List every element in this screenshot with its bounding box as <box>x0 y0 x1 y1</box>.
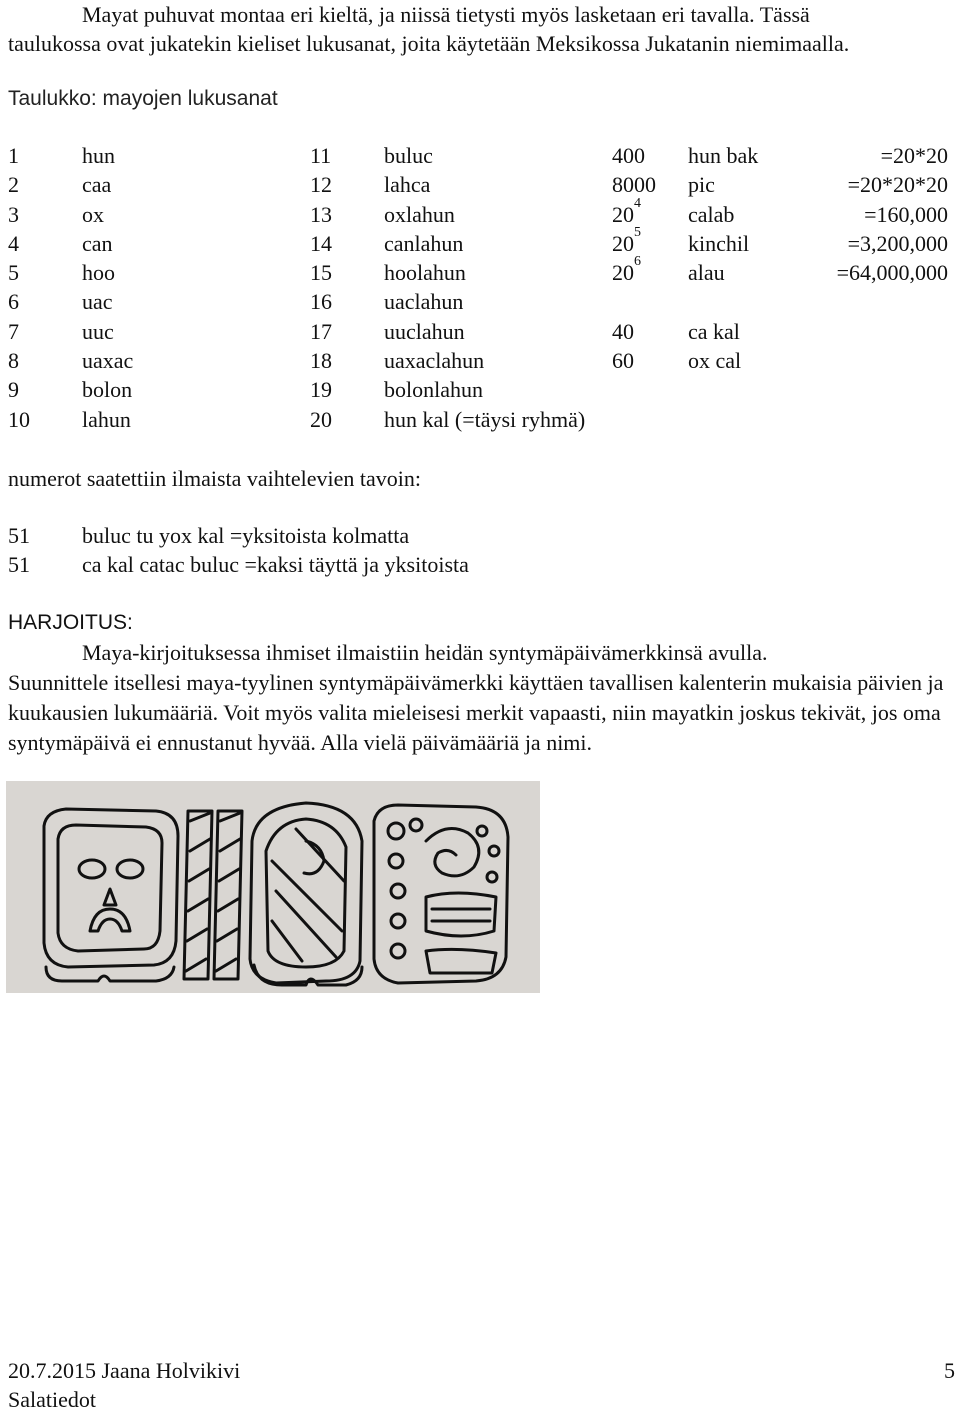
word-cell-text: uaxac <box>82 348 134 374</box>
number-cell <box>310 405 384 434</box>
number-cell <box>612 170 688 199</box>
word-cell <box>688 141 836 170</box>
number-cell <box>8 346 82 375</box>
equation-cell-text: =3,200,000 <box>847 230 948 256</box>
word-cell-text: uac <box>82 289 113 315</box>
equation-cell <box>836 405 948 434</box>
word-cell <box>82 287 310 316</box>
number-cell-text: 20 <box>612 230 634 256</box>
equation-cell <box>836 229 948 258</box>
intro-line-2: taulukossa ovat jukatekin kieliset lukusanat, joita käytetään Meksikossa Jukatanin niemimaalla. <box>8 31 850 56</box>
example-number: 51 <box>8 523 30 548</box>
footer-date-author: 20.7.2015 Jaana Holvikivi <box>8 1358 241 1383</box>
number-cell-text: 14 <box>310 230 332 256</box>
number-cell-text: 3 <box>8 201 19 227</box>
exponent: 4 <box>634 195 641 211</box>
maya-glyph-drawing <box>6 781 540 993</box>
word-cell <box>384 229 612 258</box>
number-cell-text: 17 <box>310 318 332 344</box>
number-cell-text: 2 <box>8 172 19 198</box>
word-cell <box>384 200 612 229</box>
word-cell-text: uaxaclahun <box>384 348 485 374</box>
exponent: 6 <box>634 254 641 270</box>
equation-cell <box>836 200 948 229</box>
number-cell-text: 8000 <box>612 172 656 198</box>
footer-subtitle: Salatiedot <box>8 1387 96 1412</box>
word-cell <box>688 229 836 258</box>
word-cell <box>688 375 836 404</box>
number-cell <box>8 317 82 346</box>
number-cell <box>612 195 688 229</box>
word-cell-text: can <box>82 230 113 256</box>
word-cell <box>688 317 836 346</box>
number-cell-text: 4 <box>8 230 19 256</box>
word-cell-text: canlahun <box>384 230 464 256</box>
word-cell-text: uaclahun <box>384 289 464 315</box>
word-cell-text: lahun <box>82 406 131 432</box>
number-cell <box>612 287 688 316</box>
word-cell <box>82 170 310 199</box>
word-cell <box>688 405 836 434</box>
table-title: Taulukko: mayojen lukusanat <box>8 87 278 110</box>
word-cell <box>82 200 310 229</box>
word-cell-text: calab <box>688 201 735 227</box>
maya-glyph-illustration <box>6 781 540 993</box>
word-cell-text: bolonlahun <box>384 377 483 403</box>
number-cell <box>8 405 82 434</box>
number-cell <box>310 170 384 199</box>
number-cell-text: 20 <box>310 406 332 432</box>
number-cell-text: 12 <box>310 172 332 198</box>
word-cell-text: ox <box>82 201 104 227</box>
word-cell-text: hoolahun <box>384 260 466 286</box>
table-row <box>8 258 948 287</box>
number-cell <box>612 317 688 346</box>
equation-cell-text: =20*20*20 <box>847 172 948 198</box>
note-text: numerot saatettiin ilmaista vaihtelevien tavoin: <box>8 466 421 491</box>
number-cell-text: 40 <box>612 318 634 344</box>
equation-cell <box>836 258 948 287</box>
table-row <box>8 200 948 229</box>
exponent: 5 <box>634 224 641 240</box>
table-row <box>8 287 948 316</box>
word-cell <box>82 375 310 404</box>
word-cell <box>384 346 612 375</box>
number-cell <box>612 375 688 404</box>
number-cell-text: 13 <box>310 201 332 227</box>
word-cell-text: hun kal (=täysi ryhmä) <box>384 406 586 432</box>
number-cell-text: 9 <box>8 377 19 403</box>
word-cell <box>384 141 612 170</box>
equation-cell <box>836 141 948 170</box>
number-cell <box>612 405 688 434</box>
number-cell <box>612 141 688 170</box>
word-cell <box>384 287 612 316</box>
word-cell-text: ca kal <box>688 318 740 344</box>
equation-cell <box>836 317 948 346</box>
intro-line-1: Mayat puhuvat montaa eri kieltä, ja niissä tietysti myös lasketaan eri tavalla. Tässä <box>82 2 810 27</box>
equation-cell-text: =160,000 <box>864 201 948 227</box>
number-cell-text: 20 <box>612 260 634 286</box>
word-cell-text: uuc <box>82 318 114 344</box>
number-cell-text: 400 <box>612 143 645 168</box>
number-cell-text: 10 <box>8 406 30 432</box>
number-cell <box>612 224 688 258</box>
intro-paragraph <box>8 0 948 58</box>
number-cell-text: 16 <box>310 289 332 315</box>
number-cell <box>310 200 384 229</box>
number-cell <box>310 375 384 404</box>
example-text: ca kal catac buluc =kaksi täyttä ja yksitoista <box>82 552 469 577</box>
number-words-table <box>8 141 948 434</box>
word-cell <box>688 258 836 287</box>
table-row <box>8 170 948 199</box>
word-cell <box>688 170 836 199</box>
number-cell <box>8 229 82 258</box>
word-cell-text: uuclahun <box>384 318 465 344</box>
number-cell-text: 1 <box>8 143 19 168</box>
word-cell-text: ox cal <box>688 348 742 374</box>
word-cell <box>82 317 310 346</box>
number-cell-text: 11 <box>310 143 332 168</box>
word-cell-text: oxlahun <box>384 201 455 227</box>
table-row <box>8 317 948 346</box>
word-cell <box>82 141 310 170</box>
word-cell-text: kinchil <box>688 230 750 256</box>
number-cell-text: 60 <box>612 348 634 374</box>
word-cell-text: lahca <box>384 172 431 198</box>
number-cell <box>8 141 82 170</box>
word-cell <box>384 258 612 287</box>
number-cell <box>8 375 82 404</box>
equation-cell <box>836 375 948 404</box>
exercise-line-1: Maya-kirjoituksessa ihmiset ilmaistiin heidän syntymäpäivämerkkinsä avulla. <box>82 640 768 665</box>
word-cell-text: bolon <box>82 377 133 403</box>
example-text: buluc tu yox kal =yksitoista kolmatta <box>82 523 410 548</box>
word-cell-text: alau <box>688 260 725 286</box>
exercise-paragraph <box>8 638 953 758</box>
example-number: 51 <box>8 552 30 577</box>
equation-cell-text: =20*20 <box>880 143 948 168</box>
number-cell-text: 19 <box>310 377 332 403</box>
example-row <box>8 550 469 579</box>
number-cell <box>310 287 384 316</box>
table-row <box>8 141 948 170</box>
exercise-body: Suunnittele itsellesi maya-tyylinen syntymäpäivämerkki käyttäen tavallisen kalenterin mukaisia päivien ja kuukausien lukumääriä. Voit myös valita mieleisesi merkit vapaasti, niin mayatkin joskus tekivät, jos oma syntymäpäivä ei ennustanut hyvää. Alla vielä päivämääriä ja nimi. <box>8 670 944 755</box>
table-row <box>8 346 948 375</box>
word-cell <box>82 346 310 375</box>
number-cell-text: 5 <box>8 260 19 286</box>
number-cell <box>310 229 384 258</box>
word-cell-text: hoo <box>82 260 115 286</box>
table-row <box>8 375 948 404</box>
word-cell <box>384 170 612 199</box>
equation-cell <box>836 170 948 199</box>
number-cell-text: 20 <box>612 201 634 227</box>
page-number: 5 <box>944 1358 955 1383</box>
word-cell <box>688 287 836 316</box>
word-cell-text: caa <box>82 172 112 198</box>
number-cell-text: 8 <box>8 348 19 374</box>
number-cell <box>310 317 384 346</box>
number-cell-text: 18 <box>310 348 332 374</box>
number-cell-text: 7 <box>8 318 19 344</box>
equation-cell <box>836 287 948 316</box>
number-cell <box>310 141 384 170</box>
word-cell-text: buluc <box>384 143 433 168</box>
table-row <box>8 405 948 434</box>
example-row <box>8 521 409 550</box>
word-cell <box>384 317 612 346</box>
word-cell <box>688 200 836 229</box>
word-cell <box>82 258 310 287</box>
word-cell <box>82 405 310 434</box>
number-cell-text: 6 <box>8 289 19 315</box>
number-cell-text: 15 <box>310 260 332 286</box>
word-cell <box>384 405 612 434</box>
table-row <box>8 229 948 258</box>
word-cell-text: hun bak <box>688 143 759 168</box>
equation-cell <box>836 346 948 375</box>
word-cell <box>384 375 612 404</box>
word-cell <box>82 229 310 258</box>
number-cell <box>8 170 82 199</box>
number-cell <box>612 346 688 375</box>
number-cell <box>8 258 82 287</box>
number-cell <box>310 258 384 287</box>
word-cell-text: hun <box>82 143 115 168</box>
equation-cell-text: =64,000,000 <box>836 260 948 286</box>
number-cell <box>310 346 384 375</box>
word-cell-text: pic <box>688 172 715 198</box>
number-cell <box>612 254 688 287</box>
number-cell <box>8 200 82 229</box>
exercise-heading: HARJOITUS: <box>8 611 133 634</box>
word-cell <box>688 346 836 375</box>
number-cell <box>8 287 82 316</box>
